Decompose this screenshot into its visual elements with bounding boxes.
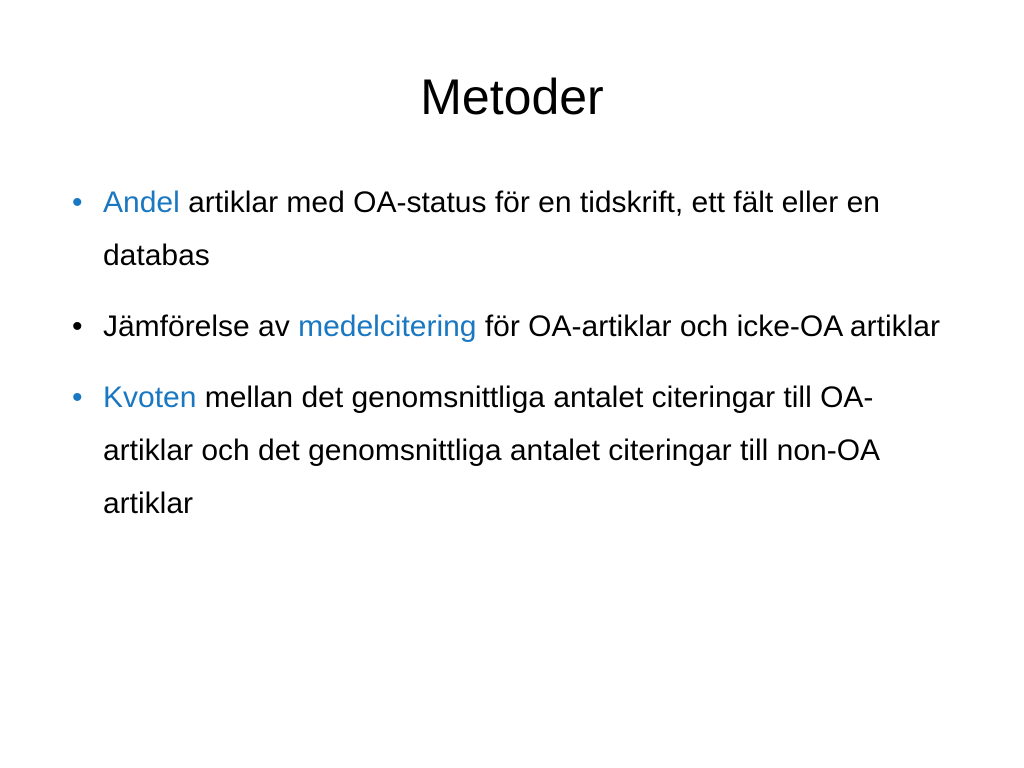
bullet-accent-medelcitering: medelcitering (298, 310, 477, 343)
slide-title: Metoder (420, 69, 604, 125)
bullet-item-medelcitering (72, 300, 952, 353)
bullet-text-before: Jämförelse av (103, 310, 299, 343)
bullet-dot-icon: • (72, 186, 83, 219)
bullet-item-kvoten (72, 371, 952, 530)
bullet-accent-kvoten: Kvoten (103, 381, 197, 414)
bullet-item-andel (72, 176, 952, 282)
bullet-text-after: mellan det genomsnittliga antalet citeringar till OA-artiklar och det genomsnittliga antalet citeringar till non-OA artiklar (103, 381, 879, 520)
bullet-text-after: för OA-artiklar och icke-OA artiklar (476, 310, 940, 343)
bullet-list (72, 176, 952, 548)
bullet-dot-icon: • (72, 381, 83, 414)
bullet-accent-andel: Andel (103, 186, 180, 219)
bullet-text-after: artiklar med OA-status för en tidskrift, ett fält eller en databas (103, 186, 880, 272)
bullet-dot-icon: • (72, 310, 83, 343)
